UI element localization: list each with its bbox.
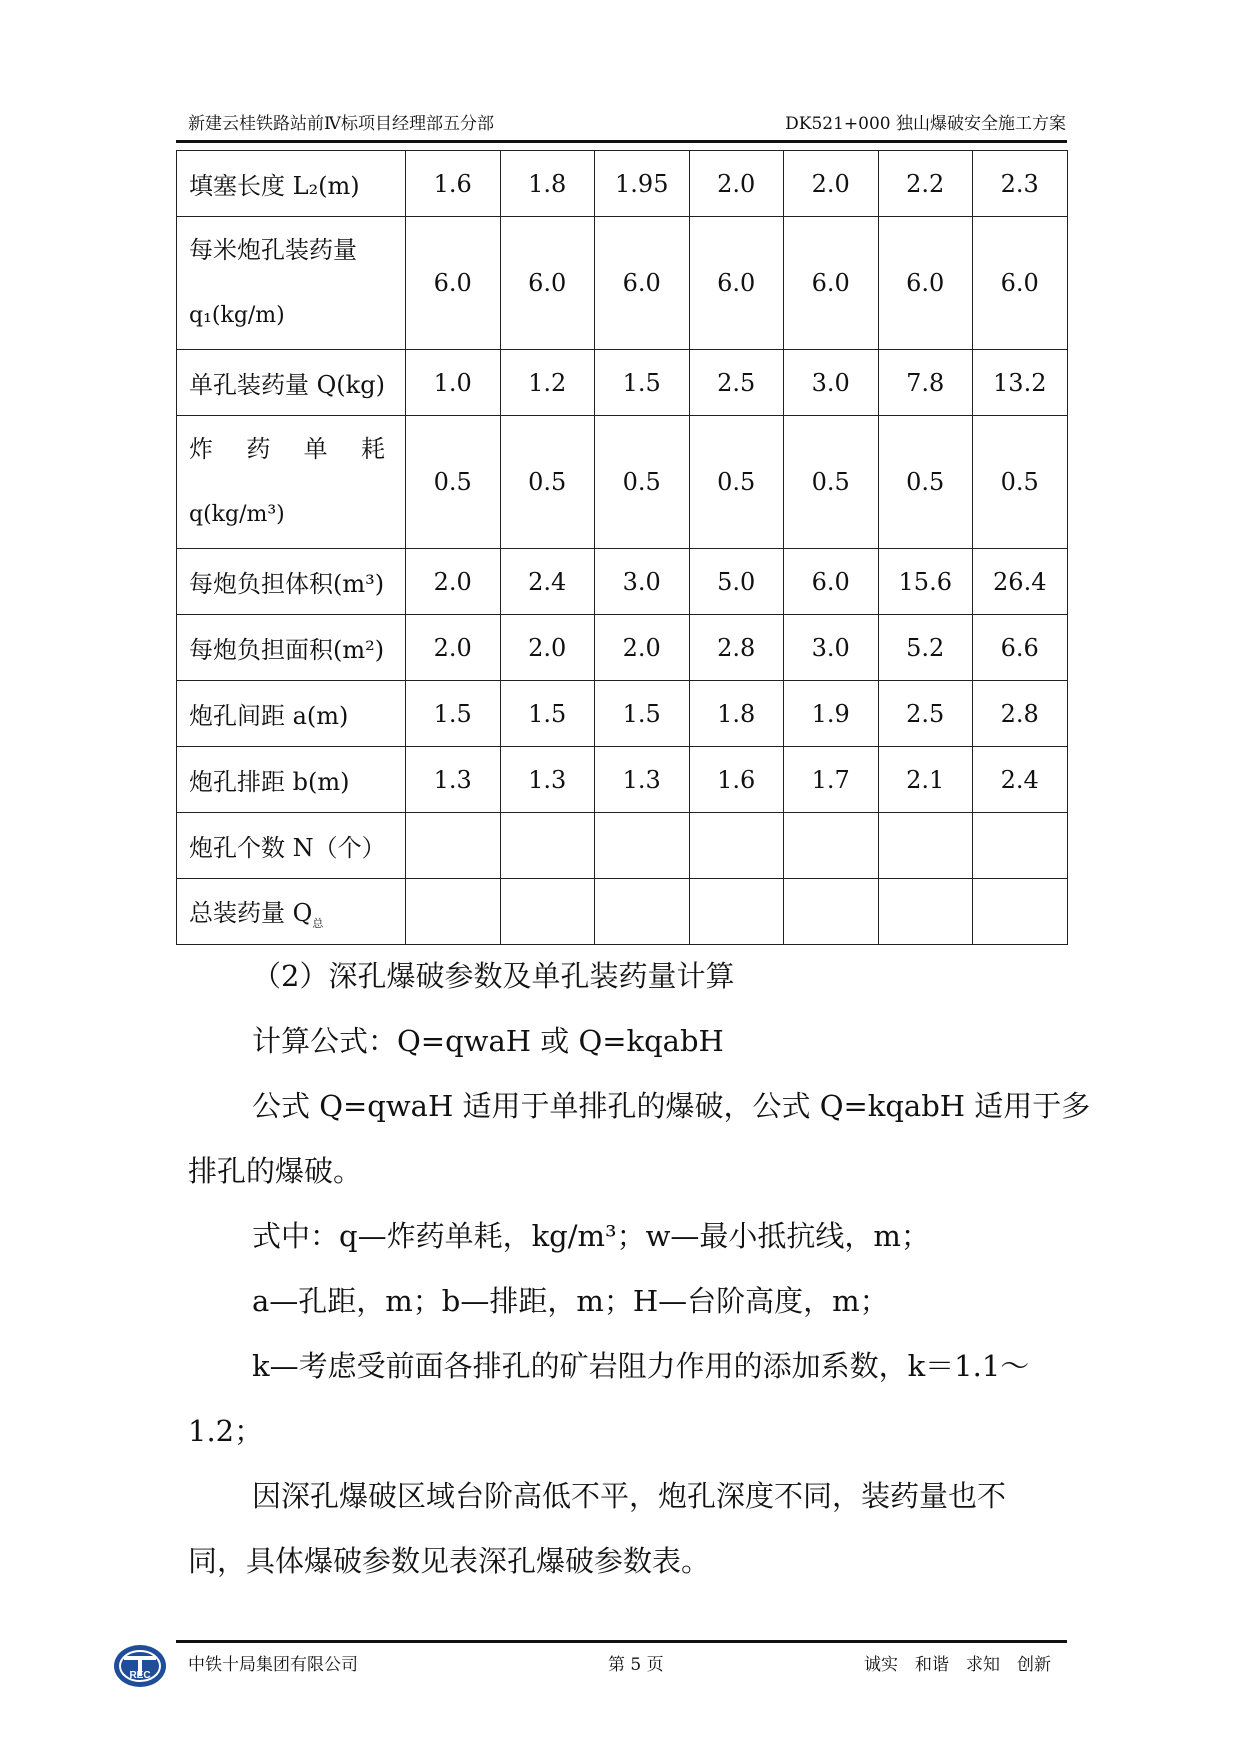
value-cell: 6.0 [406,217,501,350]
value-cell: 0.5 [595,416,690,549]
value-cell: 6.0 [689,217,784,350]
value-cell: 6.0 [500,217,595,350]
value-cell: 2.2 [878,151,973,217]
value-cell: 6.0 [784,549,879,615]
value-cell: 5.0 [689,549,784,615]
paragraph-line: 排孔的爆破。 [188,1154,363,1188]
row-label: 总装药量 $Q_总$ [177,879,406,945]
value-cell [500,879,595,945]
value-cell: 5.2 [878,615,973,681]
section-heading: （2）深孔爆破参数及单孔装药量计算 [252,959,735,993]
row-label: 炮孔排距 b(m) [177,747,406,813]
value-cell: 1.6 [689,747,784,813]
table-row [177,416,1068,549]
value-cell: 0.5 [406,416,501,549]
table-row [177,217,1068,350]
value-cell [973,879,1068,945]
paragraph-line: 公式 Q=qwaH 适用于单排孔的爆破，公式 Q=kqabH 适用于多 [252,1089,1091,1123]
value-cell: 0.5 [500,416,595,549]
value-cell: 2.0 [406,615,501,681]
definition-line: 式中：q—炸药单耗，kg/m³；w—最小抵抗线，m； [252,1219,930,1253]
value-cell: 2.5 [878,681,973,747]
blast-parameter-table [176,150,1068,945]
row-label: 每米炮孔装药量 q₁(kg/m) [177,217,406,350]
definition-line: k—考虑受前面各排孔的矿岩阻力作用的添加系数，k＝1.1～ [252,1349,1030,1383]
definition-line: a—孔距，m；b—排距，m；H—台阶高度，m； [252,1284,889,1318]
value-cell: 2.0 [689,151,784,217]
value-cell [878,813,973,879]
value-cell: 1.5 [595,681,690,747]
row-label: 每炮负担面积(m²) [177,615,406,681]
value-cell: 6.0 [595,217,690,350]
table-row [177,151,1068,217]
table-row [177,879,1068,945]
svg-text:REC: REC [129,1670,151,1681]
header-document-title: DK521+000 独山爆破安全施工方案 [785,114,1066,134]
value-cell [595,813,690,879]
value-cell: 1.5 [595,350,690,416]
value-cell: 1.95 [595,151,690,217]
value-cell: 2.0 [595,615,690,681]
value-cell: 0.5 [784,416,879,549]
table-row [177,350,1068,416]
definition-line: 1.2； [188,1414,264,1448]
row-label: 炮孔个数 N（个） [177,813,406,879]
value-cell: 1.9 [784,681,879,747]
value-cell: 26.4 [973,549,1068,615]
value-cell: 1.2 [500,350,595,416]
value-cell: 2.4 [973,747,1068,813]
value-cell: 2.1 [878,747,973,813]
value-cell [689,879,784,945]
value-cell: 2.4 [500,549,595,615]
value-cell: 2.8 [689,615,784,681]
value-cell [595,879,690,945]
value-cell [500,813,595,879]
row-label: 炸 药 单 耗 q(kg/m³) [177,416,406,549]
table-row [177,549,1068,615]
value-cell: 1.5 [500,681,595,747]
value-cell: 1.3 [595,747,690,813]
row-label: 炮孔间距 a(m) [177,681,406,747]
value-cell: 2.0 [784,151,879,217]
value-cell [973,813,1068,879]
value-cell: 0.5 [878,416,973,549]
value-cell: 6.0 [973,217,1068,350]
value-cell: 1.3 [500,747,595,813]
value-cell: 1.7 [784,747,879,813]
value-cell: 6.6 [973,615,1068,681]
paragraph-line: 因深孔爆破区域台阶高低不平，炮孔深度不同，装药量也不 [252,1479,1007,1513]
value-cell: 0.5 [973,416,1068,549]
page-footer [188,1650,1051,1676]
header-divider [176,140,1067,143]
value-cell: 1.5 [406,681,501,747]
table-row [177,747,1068,813]
company-logo-icon [112,1642,168,1690]
paragraph-line: 同，具体爆破参数见表深孔爆破参数表。 [188,1544,711,1578]
table-row [177,615,1068,681]
value-cell: 3.0 [595,549,690,615]
value-cell: 13.2 [973,350,1068,416]
value-cell [784,813,879,879]
value-cell: 1.8 [500,151,595,217]
value-cell [406,813,501,879]
value-cell: 0.5 [689,416,784,549]
value-cell: 1.8 [689,681,784,747]
value-cell: 3.0 [784,350,879,416]
value-cell [406,879,501,945]
value-cell [689,813,784,879]
value-cell: 1.0 [406,350,501,416]
formula-line: 计算公式：Q=qwaH 或 Q=kqabH [252,1024,724,1058]
value-cell: 1.3 [406,747,501,813]
footer-divider [176,1640,1067,1643]
value-cell: 2.5 [689,350,784,416]
value-cell: 15.6 [878,549,973,615]
footer-company: 中铁十局集团有限公司 [188,1655,358,1675]
table-row [177,681,1068,747]
value-cell: 7.8 [878,350,973,416]
row-label: 每炮负担体积(m³) [177,549,406,615]
value-cell: 2.8 [973,681,1068,747]
footer-page-number: 第 5 页 [608,1655,664,1675]
value-cell: 2.0 [406,549,501,615]
value-cell [878,879,973,945]
value-cell: 2.0 [500,615,595,681]
value-cell: 6.0 [784,217,879,350]
value-cell: 1.6 [406,151,501,217]
row-label: 填塞长度 L₂(m) [177,151,406,217]
value-cell: 3.0 [784,615,879,681]
page-header [188,109,1066,141]
value-cell [784,879,879,945]
header-project-name: 新建云桂铁路站前Ⅳ标项目经理部五分部 [188,114,494,134]
table-row [177,813,1068,879]
value-cell: 6.0 [878,217,973,350]
value-cell: 2.3 [973,151,1068,217]
footer-motto: 诚实 和谐 求知 创新 [864,1655,1051,1675]
row-label: 单孔装药量 Q(kg) [177,350,406,416]
